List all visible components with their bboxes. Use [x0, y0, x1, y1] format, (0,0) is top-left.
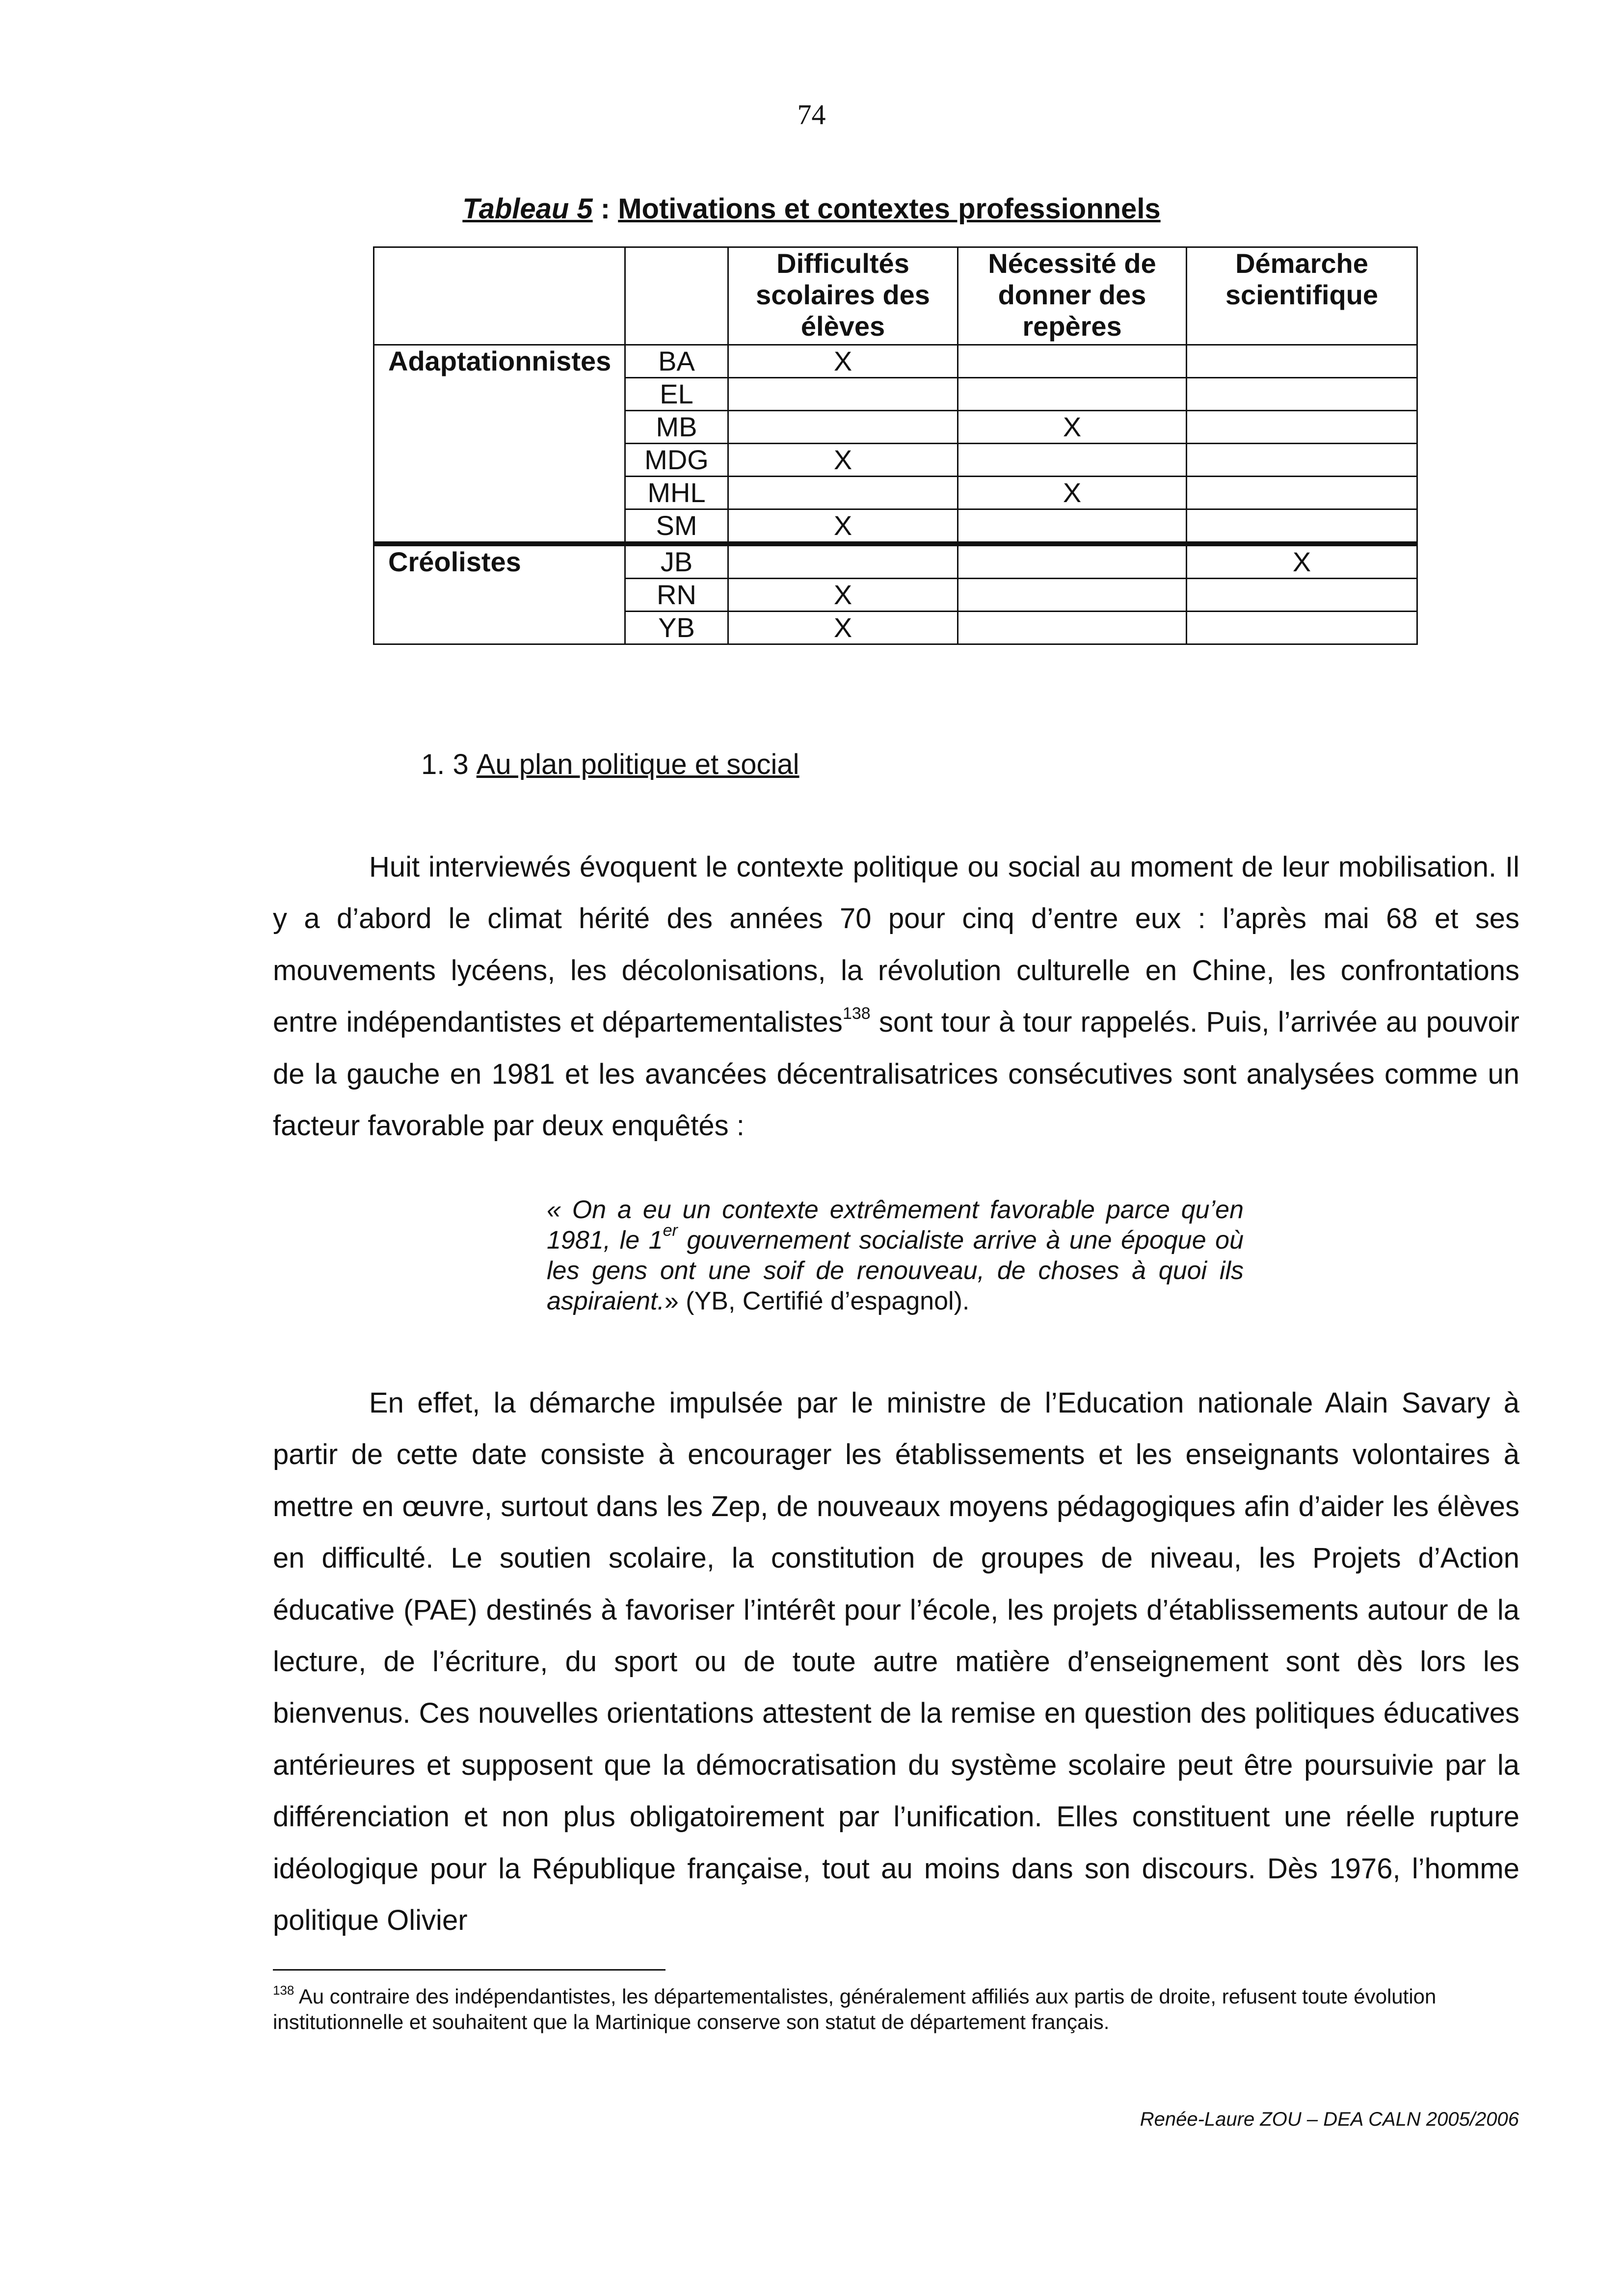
row-code: JB	[625, 544, 728, 579]
quote-close: »	[664, 1287, 679, 1315]
header-cell-reperes: Nécessité de donner des repères	[958, 247, 1187, 345]
table-header-row	[374, 247, 1417, 345]
table-cell: X	[958, 477, 1187, 509]
table-cell	[1187, 411, 1417, 444]
table-label: Tableau 5	[462, 193, 593, 225]
table-cell	[1187, 444, 1417, 477]
table-cell: X	[1187, 544, 1417, 579]
table-cell: X	[728, 345, 958, 378]
row-code: BA	[625, 345, 728, 378]
table-cell: X	[728, 509, 958, 544]
header-cell-demarche: Démarche scientifique	[1187, 247, 1417, 345]
table-cell	[1187, 509, 1417, 544]
row-code: SM	[625, 509, 728, 544]
row-code: MDG	[625, 444, 728, 477]
table-title	[0, 192, 1623, 225]
table-cell	[728, 378, 958, 411]
table-cell	[1187, 612, 1417, 644]
section-number: 1. 3	[421, 748, 469, 780]
table-row	[374, 345, 1417, 378]
row-code: YB	[625, 612, 728, 644]
quote-attribution: (YB, Certifié d’espagnol).	[678, 1287, 970, 1315]
paragraph-context	[273, 841, 1519, 1151]
table-title-text: Motivations et contextes professionnels	[618, 193, 1161, 225]
quote-text: gouvernement socialiste arrive à une époque où les gens ont une soif de renouveau, de choses à quoi ils aspiraient.	[547, 1226, 1244, 1315]
group-label-adaptationnistes: Adaptationnistes	[374, 345, 625, 544]
quote-ordinal: er	[663, 1221, 678, 1240]
table-cell	[1187, 579, 1417, 612]
section-title: Au plan politique et social	[476, 748, 799, 780]
header-cell-difficultes: Difficultés scolaires des élèves	[728, 247, 958, 345]
group-label-creolistes: Créolistes	[374, 544, 625, 644]
row-code: MHL	[625, 477, 728, 509]
footnote-number: 138	[273, 1983, 294, 1998]
table-cell: X	[728, 612, 958, 644]
table-cell	[1187, 345, 1417, 378]
header-cell-code	[625, 247, 728, 345]
table-cell: X	[958, 411, 1187, 444]
table-cell	[1187, 378, 1417, 411]
paragraph-text: En effet, la démarche impulsée par le ministre de l’Education nationale Alain Savary à partir de cette date consiste à encourager les établissements et les enseignants volontaires à mettre en œuvre, surtout dans les Zep, de nouveaux moyens pédagogiques afin d’aider les élèves en difficulté. Le soutien scolaire, la constitution de groupes de niveau, les Projets d’Action éducative (PAE) destinés à favoriser l’intérêt pour l’école, les projets d’établissements autour de la lecture, de l’écriture, du sport ou de toute autre matière d’enseignement sont dès lors les bienvenus. Ces nouvelles orientations attestent de la remise en question des politiques éducatives antérieures et supposent que la démocratisation du système scolaire peut être poursuivie par la différenciation et non plus obligatoirement par l’unification. Elles constituent une réelle rupture idéologique pour la République française, tout au moins dans son discours. Dès 1976, l’homme politique Olivier	[273, 1387, 1519, 1937]
paragraph-text: Huit interviewés évoquent le contexte politique ou social au moment de leur mobilisation. Il y a d’abord le climat hérité des années 70 pour cinq d’entre eux : l’après mai 68 et ses mouvements lycéens, les décolonisations, la révolution culturelle en Chine, les confrontations entre indépendantistes et départementalistes	[273, 851, 1519, 1039]
page-number: 74	[797, 99, 826, 131]
table-cell	[1187, 477, 1417, 509]
motivations-table	[373, 246, 1418, 645]
table-cell	[958, 544, 1187, 579]
table-cell	[728, 544, 958, 579]
row-code: RN	[625, 579, 728, 612]
table-row	[374, 544, 1417, 579]
paragraph-text: sont tour à tour rappelés. Puis, l’arrivée au pouvoir de la gauche en 1981 et les avancées décentralisatrices consécutives sont analysées comme un facteur favorable par deux enquêtés :	[273, 1006, 1519, 1142]
table-cell	[958, 378, 1187, 411]
table-cell	[728, 477, 958, 509]
row-code: MB	[625, 411, 728, 444]
table-cell	[958, 509, 1187, 544]
row-code: EL	[625, 378, 728, 411]
table-cell: X	[728, 444, 958, 477]
table-title-separator: :	[592, 193, 618, 225]
table-cell	[958, 444, 1187, 477]
quote-text: « On a eu un contexte extrêmement favorable parce qu’en 1981, le 1	[547, 1196, 1244, 1255]
header-cell-group	[374, 247, 625, 345]
table-cell	[958, 345, 1187, 378]
paragraph-savary	[273, 1377, 1519, 1946]
table-cell: X	[728, 579, 958, 612]
table-cell	[958, 579, 1187, 612]
footnote	[273, 1984, 1519, 2035]
page-footer: Renée-Laure ZOU – DEA CALN 2005/2006	[1140, 2109, 1519, 2130]
footnote-reference: 138	[842, 1004, 871, 1023]
table-cell	[958, 612, 1187, 644]
table-cell	[728, 411, 958, 444]
footnote-separator	[273, 1969, 665, 1971]
interview-quote	[547, 1195, 1244, 1316]
footnote-text: Au contraire des indépendantistes, les départementalistes, généralement affiliés aux partis de droite, refusent toute évolution institutionnelle et souhaitent que la Martinique conserve son statut de département français.	[273, 1985, 1437, 2033]
section-heading	[421, 748, 799, 781]
